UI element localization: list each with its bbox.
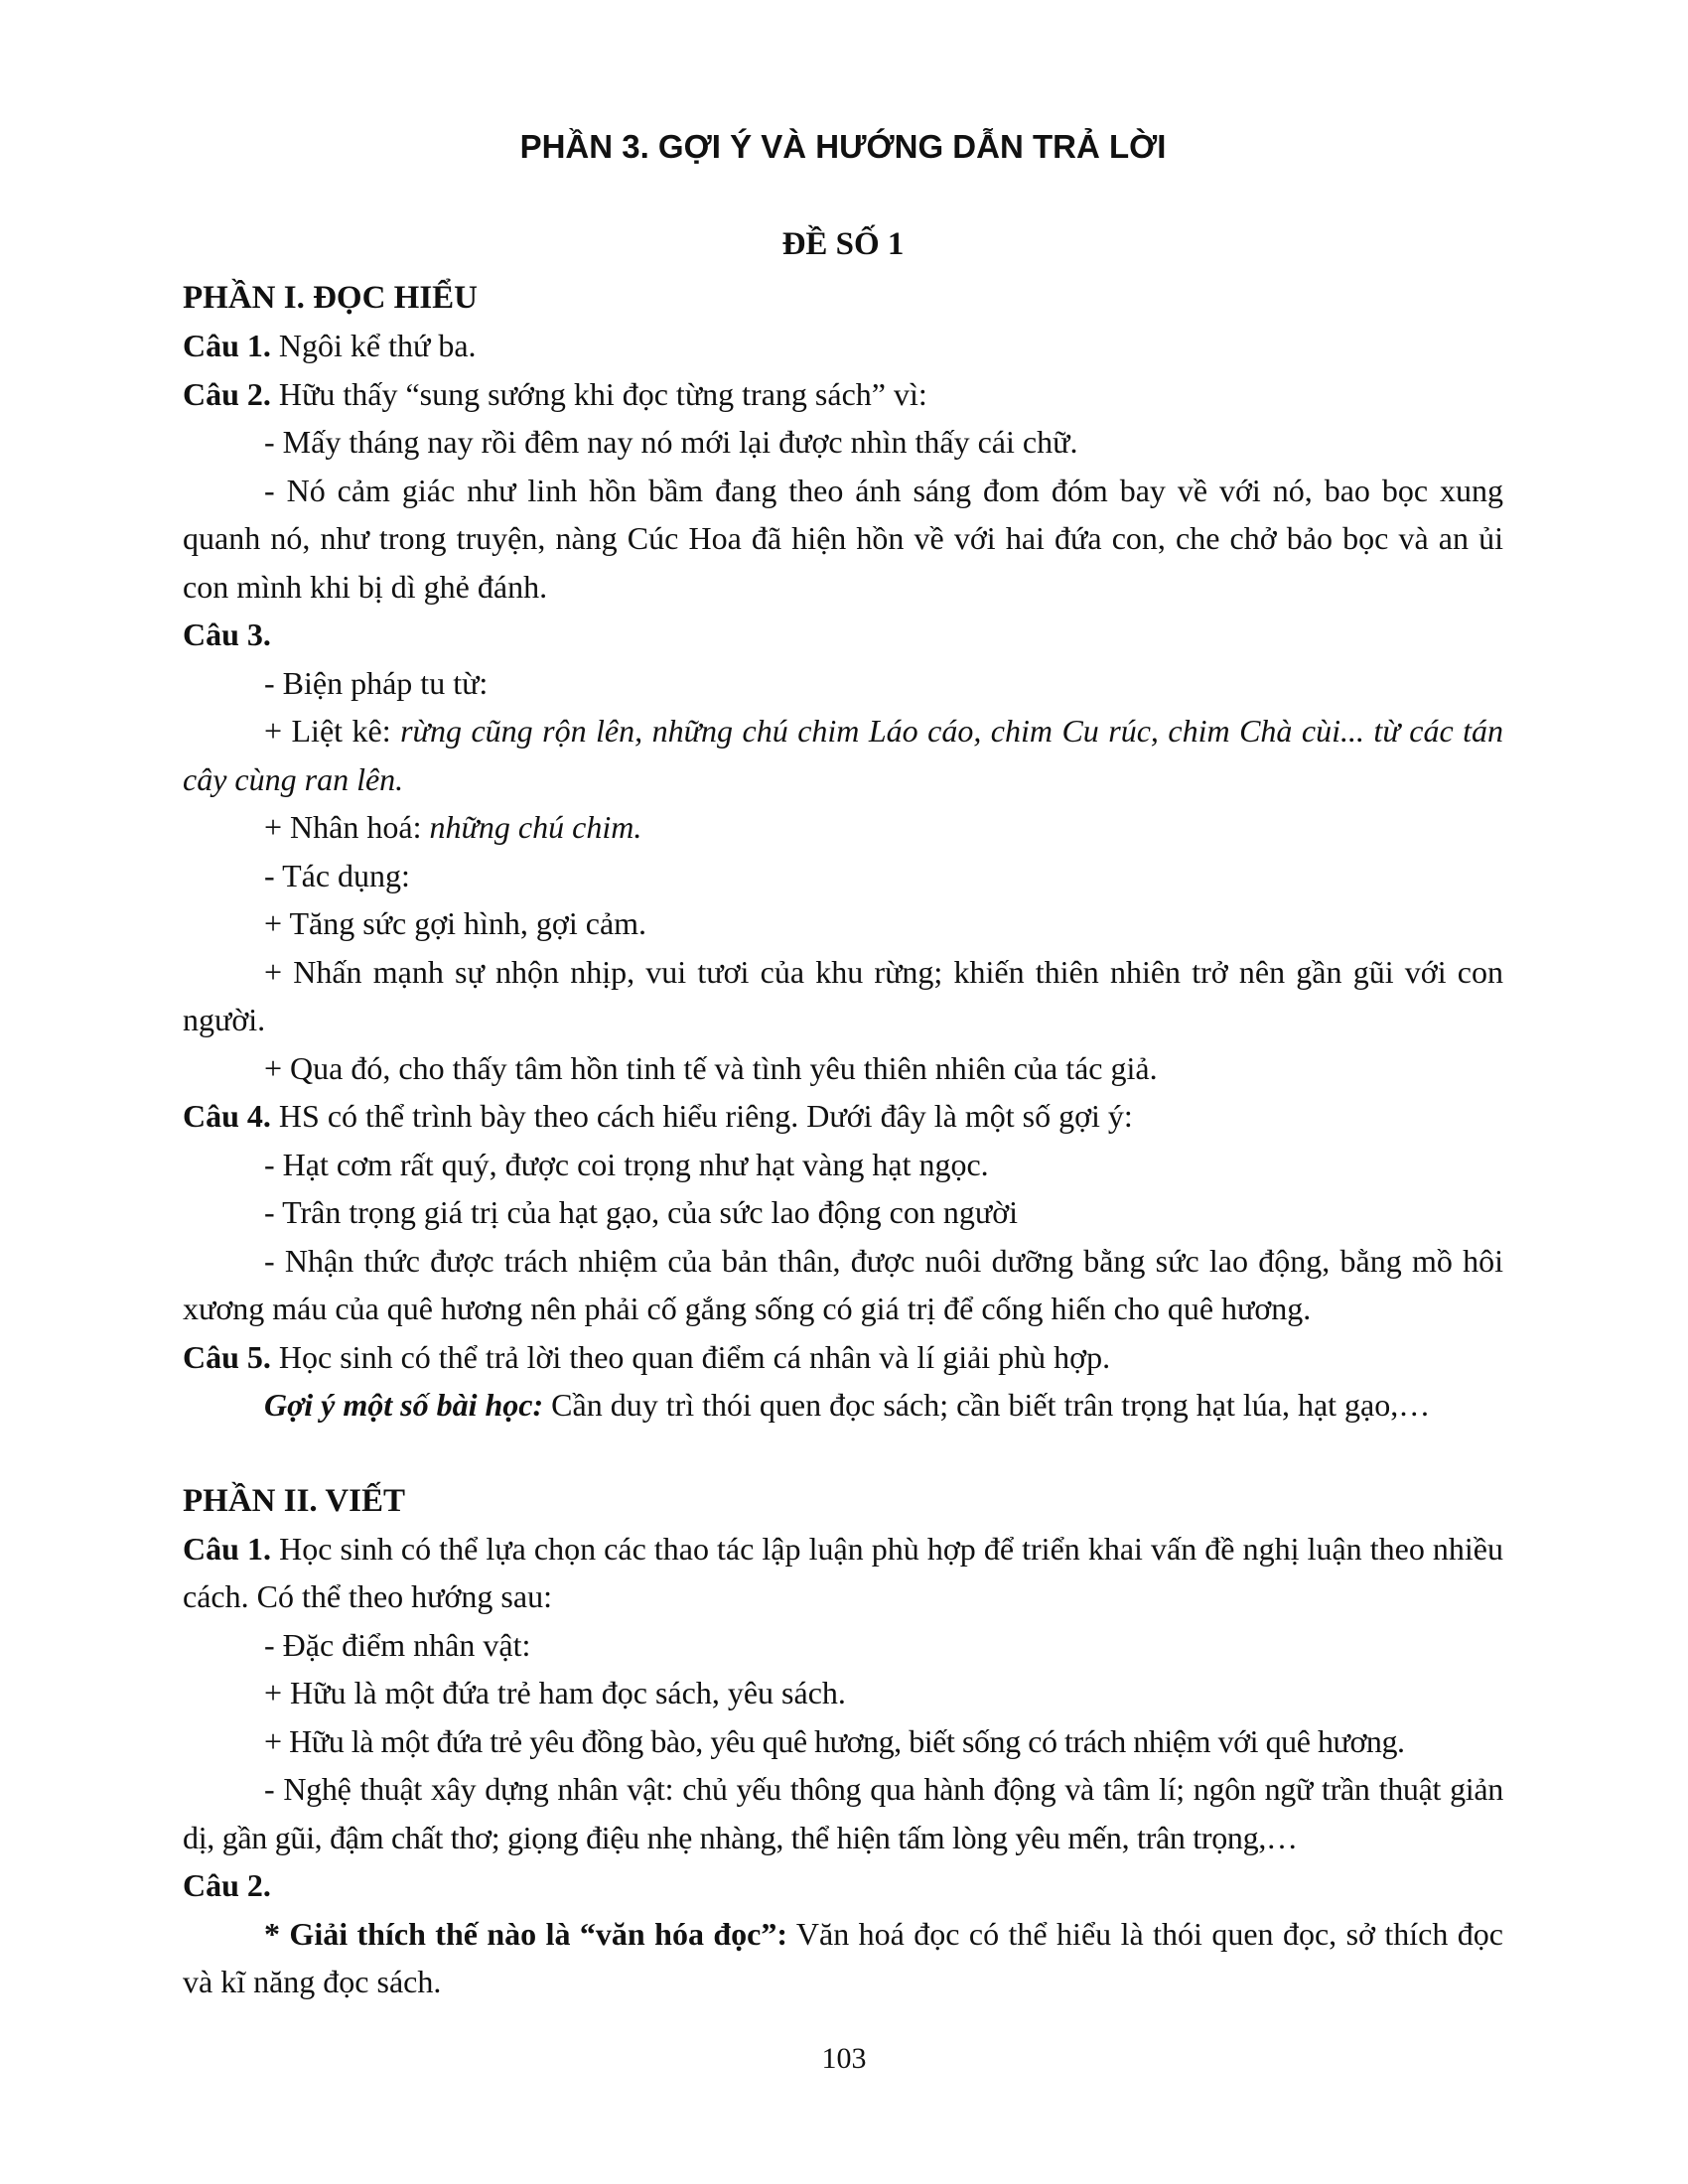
question-label: Câu 5. — [183, 1338, 271, 1375]
answer-bullet: + Qua đó, cho thấy tâm hồn tinh tế và tình yêu thiên nhiên của tác giả. — [264, 1049, 1158, 1086]
lesson-hint — [183, 1381, 1503, 1430]
section-title-writing: PHẦN II. VIẾT — [183, 1482, 406, 1519]
answer-text: HS có thể trình bày theo cách hiểu riêng. Dưới đây là một số gợi ý: — [270, 1098, 1133, 1134]
answer-bullet: + Nhấn mạnh sự nhộn nhịp, vui tươi của khu rừng; khiến thiên nhiên trở nên gần gũi với con người. — [183, 953, 1503, 1037]
answer-text: Học sinh có thể lựa chọn các thao tác lập luận phù hợp để triển khai vấn đề nghị luận theo nhiều cách. Có thể theo hướng sau: — [183, 1530, 1504, 1614]
page-number: 103 — [821, 2042, 867, 2075]
bullet-prefix: + Nhân hoá: — [264, 809, 430, 845]
answer-part2-q2 — [183, 1861, 1503, 1910]
answer-bullet: - Trân trọng giá trị của hạt gạo, của sức lao động con người — [264, 1194, 1018, 1230]
answer-text: Học sinh có thể trả lời theo quan điểm cá nhân và lí giải phù hợp. — [270, 1338, 1111, 1375]
question-label: Câu 3. — [183, 616, 271, 652]
question-label: Câu 1. — [183, 328, 271, 363]
main-title: PHẦN 3. GỢI Ý VÀ HƯỚNG DẪN TRẢ LỜI — [519, 128, 1167, 165]
definition-label: * Giải thích thế nào là “văn hóa đọc”: — [264, 1915, 788, 1952]
answer-part1-q4 — [183, 1092, 1503, 1141]
section-title-reading: PHẦN I. ĐỌC HIỂU — [183, 280, 479, 316]
answer-bullet: + Hữu là một đứa trẻ yêu đồng bào, yêu quê hương, biết sống có trách nhiệm với quê hương. — [264, 1722, 1405, 1759]
answer-bullet: - Hạt cơm rất quý, được coi trọng như hạt vàng hạt ngọc. — [264, 1146, 989, 1182]
answer-bullet: - Mấy tháng nay rồi đêm nay nó mới lại được nhìn thấy cái chữ. — [264, 424, 1078, 460]
answer-text: Hữu thấy “sung sướng khi đọc từng trang sách” vì: — [270, 375, 927, 412]
answer-part1-q2 — [183, 370, 1503, 419]
bullet-prefix: + Liệt kê: — [264, 713, 401, 749]
document-page — [183, 109, 1503, 2006]
question-label: Câu 2. — [183, 1867, 271, 1903]
answer-text: Ngôi kể thứ ba. — [270, 328, 477, 363]
answer-bullet — [183, 707, 1503, 803]
answer-part1-q5 — [183, 1333, 1503, 1382]
quoted-text: những chú chim. — [429, 809, 642, 845]
question-label: Câu 4. — [183, 1098, 271, 1134]
answer-bullet: - Nó cảm giác như linh hồn bầm đang theo ánh sáng đom đóm bay về với nó, bao bọc xung quanh nó, như trong truyện, nàng Cúc Hoa đã hiện hồn về với hai đứa con, che chở bảo bọc và an ủi con mình khi bị dì ghẻ đánh. — [183, 472, 1503, 605]
answer-bullet: - Nghệ thuật xây dựng nhân vật: chủ yếu thông qua hành động và tâm lí; ngôn ngữ trần thuật giản dị, gần gũi, đậm chất thơ; giọng điệu nhẹ nhàng, thể hiện tấm lòng yêu mến, trân trọng,… — [183, 1771, 1503, 1855]
definition-text: Văn hoá đọc có thể hiểu là thói quen đọc, sở thích đọc và kĩ năng đọc sách. — [183, 1915, 1504, 1999]
answer-part1-q3 — [183, 611, 1503, 659]
question-label: Câu 1. — [183, 1530, 271, 1567]
answer-bullet: - Nhận thức được trách nhiệm của bản thân, được nuôi dưỡng bằng sức lao động, bằng mồ hôi xương máu của quê hương nên phải cố gắng sống có giá trị để cống hiến cho quê hương. — [183, 1242, 1503, 1326]
answer-part2-q1 — [183, 1525, 1503, 1621]
answer-part1-q1 — [183, 322, 1503, 370]
quoted-text: rừng cũng rộn lên, những chú chim Láo cáo, chim Cu rúc, chim Chà cùi... từ các tán cây cùng ran lên. — [183, 713, 1504, 797]
answer-bullet: + Tăng sức gợi hình, gợi cảm. — [264, 905, 647, 941]
answer-bullet — [183, 1910, 1503, 2006]
exam-title: ĐỀ SỐ 1 — [781, 226, 905, 262]
answer-bullet: - Đặc điểm nhân vật: — [264, 1626, 531, 1663]
question-label: Câu 2. — [183, 375, 271, 412]
answer-bullet: - Tác dụng: — [264, 857, 410, 893]
answer-bullet: + Hữu là một đứa trẻ ham đọc sách, yêu sách. — [264, 1675, 846, 1710]
answer-bullet — [183, 803, 1503, 852]
hint-text: Cần duy trì thói quen đọc sách; cần biết trân trọng hạt lúa, hạt gạo,… — [543, 1387, 1431, 1423]
hint-label: Gợi ý một số bài học: — [264, 1387, 544, 1423]
answer-bullet: - Biện pháp tu từ: — [264, 664, 489, 701]
